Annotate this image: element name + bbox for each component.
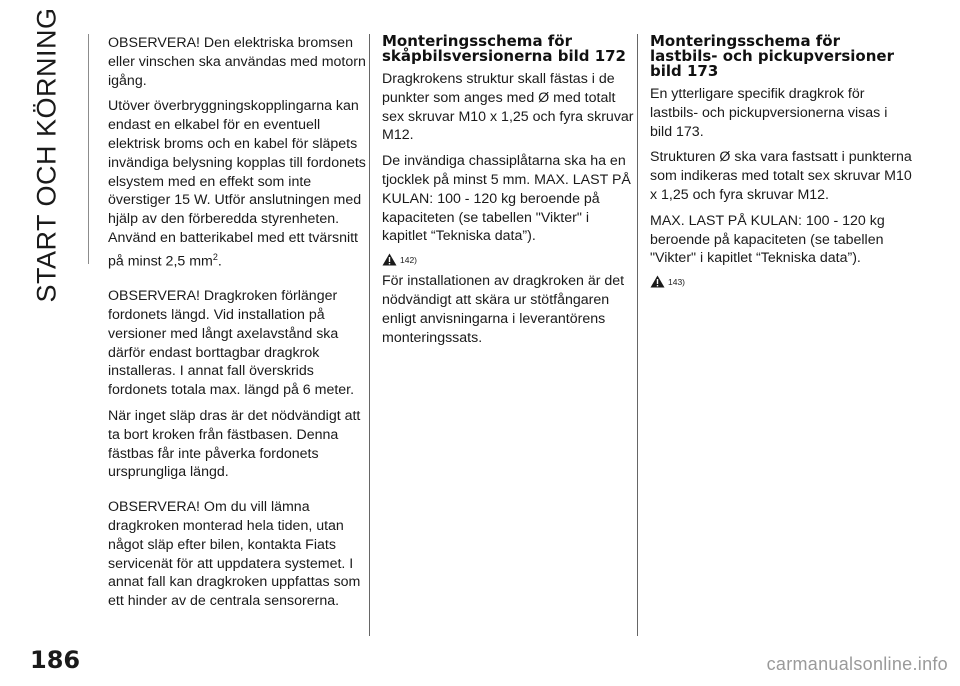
paragraph-structure-fixing: Strukturen Ø ska vara fastsatt i punkterna som indikeras med totalt sex skruvar M10 x 1,25 och fyra skruvar M12. [650,149,912,203]
paragraph-specific-hook: En ytterligare specifik dragkrok för lastbils- och pickupversionerna visas i bild 173. [650,86,888,140]
column-divider-2 [637,34,638,636]
page-number: 186 [30,646,81,674]
warning-reference [382,253,634,266]
column-middle [382,34,634,354]
section-title-text: START OCH KÖRNING [31,7,62,303]
wiring-text-end: . [217,253,222,270]
paragraph-bumper-cut: För installationen av dragkroken är det nödvändigt att skära ur stötfångaren enligt anvisningarna i leverantörens monteringssats. [382,273,625,346]
paragraph-electric-brake: OBSERVERA! Den elektriska bromsen eller vinschen ska användas med motorn igång. [108,35,366,89]
paragraph-wiring [108,97,370,271]
column-right [650,34,912,294]
heading-truck-mounting: Monteringsschema för lastbils- och pickupversioner bild 173 [650,32,894,80]
warning-triangle-icon [650,275,665,288]
column-divider-1 [369,34,370,636]
paragraph-remove-hook: När inget släp dras är det nödvändigt att ta bort kroken från fästbasen. Denna fästbas får inte påverka fordonets ursprungliga längd. [108,408,361,481]
warning-ref-number: 143) [668,277,686,288]
watermark: carmanualsonline.info [766,654,948,674]
paragraph-mounting-points: Dragkrokens struktur skall fästas i de punkter som anges med Ø med totalt sex skruvar M10 x 1,25 och fyra skruvar M12. [382,71,634,144]
warning-reference [650,275,912,288]
side-divider [88,34,89,264]
heading-van-mounting: Monteringsschema för skåpbilsversionerna bild 172 [382,32,626,65]
warning-triangle-icon [382,253,397,266]
superscript-2: 2 [212,251,218,262]
column-left [108,34,370,618]
section-side-title [22,7,72,303]
wiring-text: Utöver överbryggningskopplingarna kan endast en elkabel för en eventuell elektrisk broms och en kabel för släpets invändiga belysning kopplas till fordonets elsystem med en effekt som inte överstiger 15 W. Utför anslutningen med hjälp av den förberedda styrenheten. Använd en batterikabel med ett tvärsnitt på minst 2,5 mm [108,98,366,270]
warning-ref-number: 142) [400,255,418,266]
paragraph-length-note: OBSERVERA! Dragkroken förlänger fordonets längd. Vid installation på versioner med långt axelavstånd ska därför endast borttagbar dragkrok installeras. I annat fall överskrids fordonets totala max. längd på 6 meter. [108,288,355,399]
paragraph-max-load: MAX. LAST PÅ KULAN: 100 - 120 kg beroende på kapaciteten (se tabellen "Vikter" i kapitlet “Tekniska data”). [650,212,885,267]
paragraph-sensor-note: OBSERVERA! Om du vill lämna dragkroken monterad hela tiden, utan något släp efter bilen, kontakta Fiats servicenät för att uppdatera systemet. I annat fall kan dragkroken uppfattas som ett hinder av de centrala sensorerna. [108,499,361,610]
paragraph-chassis-plates: De invändiga chassiplåtarna ska ha en tjocklek på minst 5 mm. MAX. LAST PÅ KULAN: 100 - 120 kg beroende på kapaciteten (se tabellen "Vikter" i kapitlet “Tekniska data”). [382,153,631,245]
